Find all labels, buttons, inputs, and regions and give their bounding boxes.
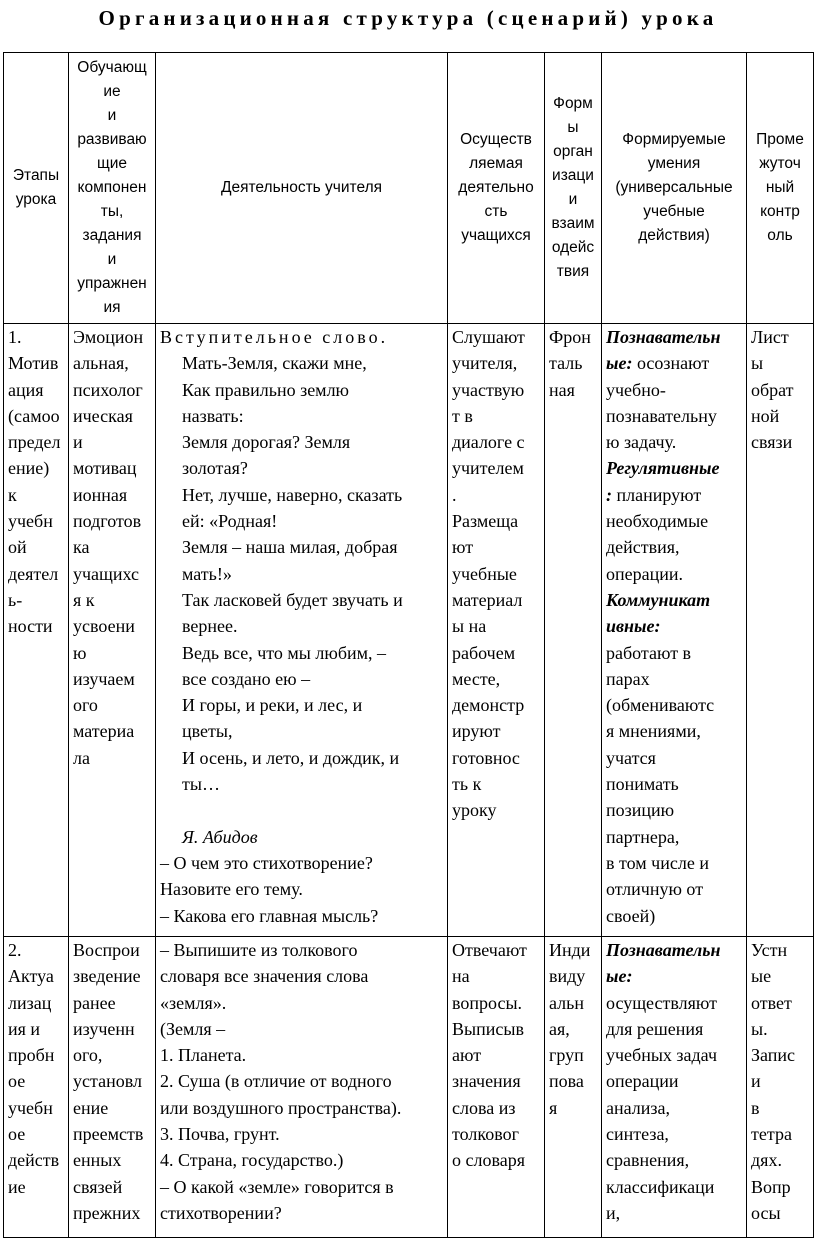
text-line: изученн [73,1018,135,1039]
text-line: Осуществ [460,131,532,148]
text-line: ые [751,966,772,987]
skill-text: ю задачу. [606,432,677,453]
text-line: Земля дорогая? Земля [182,432,351,453]
skills-line [606,771,742,797]
text-line: умения [647,155,701,172]
text-line: пробн [8,1045,55,1066]
text-line: Лист [751,327,789,347]
text-line: ого, [73,1045,103,1066]
text-line: к [8,484,17,505]
header-components [69,53,156,324]
text-line: ическая [73,405,133,426]
text-line: компонен [77,179,147,196]
text-line: учебн [8,511,53,532]
text-line: ответ [751,992,792,1013]
skills-line [606,1174,742,1200]
teacher-cell [156,324,448,937]
skill-text: необходимые [606,511,709,532]
text-line: ю [73,642,87,663]
text-line: взаим [551,215,595,232]
text-line: Мать-Земля, скажи мне, [182,353,367,374]
text-line: вернее. [182,616,238,637]
skill-text: осуществляют [606,992,717,1013]
text-line: альн [549,992,584,1013]
skill-text: классификаци [606,1176,715,1197]
poem [160,350,443,797]
skills-line [606,1095,742,1121]
skill-text: операции [606,1071,679,1092]
text-line: материал [452,589,523,610]
text-line: Выписыв [452,1018,524,1039]
text-line: стихотворении? [160,1202,282,1223]
skills-line [606,692,742,718]
text-line: . [452,484,457,505]
text-line: изучаем [73,668,135,689]
text-line: Актуа [8,966,54,987]
skills-line [606,876,742,902]
skills-line [606,963,742,989]
skills-line [606,1147,742,1173]
skill-text: понимать [606,774,679,795]
text-line: урока [15,191,57,208]
components-cell [69,324,156,937]
skill-text: учебно- [606,379,666,400]
text-line: одейс [551,239,595,256]
skills-line [606,613,742,639]
text-line: преемств [73,1124,144,1145]
skill-text: познавательну [606,405,717,426]
text-line: ы [567,119,579,136]
table-row [4,937,814,1238]
text-line: я к [73,589,95,610]
text-line: сть [484,203,508,220]
text-line: Отвечают [452,940,527,960]
stage-cell [4,324,69,937]
skill-text: в том числе и [606,852,709,873]
text-line: задания [82,227,142,244]
text-line: жуточ [759,155,801,172]
skill-text: для решения [606,1018,704,1039]
skills-line [606,990,742,1016]
skill-text: синтеза, [606,1124,669,1145]
skill-text: осознают [632,353,710,374]
text-line: ный [765,179,795,196]
text-line: деятел [8,563,59,584]
text-line: связи [751,432,793,453]
skill-text: планируют [612,484,702,505]
header-control [747,53,814,324]
text-line: Форм [553,95,593,112]
text-line: уроку [452,800,497,821]
skill-category: Познавательн [606,940,721,960]
text-line: психолог [73,379,143,400]
text-line: ют [452,537,474,558]
skills-line [606,718,742,744]
text-line: Как правильно землю [182,379,350,400]
skill-text: анализа, [606,1097,670,1118]
text-line: изаци [552,167,594,184]
text-line: дях. [751,1150,782,1171]
skill-text: позицию [606,800,675,821]
text-line: участвую [452,379,525,400]
text-line: и [568,191,578,208]
text-line: и [73,432,83,453]
text-line: (самоо [8,405,60,426]
text-line: связей [73,1176,123,1197]
text-line: ляемая [469,155,523,172]
skills-line [606,377,742,403]
text-line: – Какова его главная мысль? [160,905,379,926]
skills-cell [602,937,747,1238]
text-line: назвать: [182,405,244,426]
text-line: осы [751,1202,781,1223]
text-line: 2. [8,940,22,960]
text-line: 2. Суша (в отличие от водного [160,1071,392,1092]
skills-line [606,455,742,481]
text-line: орган [553,143,593,160]
text-line: материа [73,721,135,742]
text-line: 4. Страна, государство.) [160,1150,344,1171]
text-line: ь- [8,589,23,610]
skills-line [606,1121,742,1147]
text-line: «земля». [160,992,227,1013]
skills-line [606,324,742,350]
text-line: учебные [452,563,517,584]
skills-line [606,1200,742,1226]
text-line: ая, [549,1018,570,1039]
skill-category: ивные: [606,616,661,637]
text-line: Эмоцион [73,327,144,347]
text-line: или воздушного пространства). [160,1097,402,1118]
skills-line [606,850,742,876]
text-line: ие [8,1176,26,1197]
skills-line [606,561,742,587]
skills-cell [602,324,747,937]
text-line: ы. [751,1018,768,1039]
text-line: ируют [452,721,501,742]
text-line: ение [73,1097,109,1118]
text-line: альная, [73,353,129,374]
text-line: ионная [73,484,128,505]
text-line: предел [8,432,61,453]
text-line: – О какой «земле» говорится в [160,1176,394,1197]
text-line: Инди [549,940,591,960]
text-line: ают [452,1045,482,1066]
stage-cell [4,937,69,1238]
intro-heading: Вступительное слово. [160,327,389,347]
skills-line [606,482,742,508]
text-line: и [107,107,117,124]
text-line: ла [73,747,90,768]
header-row [4,53,814,324]
text-line: ты, [100,203,124,220]
text-line: ка [73,537,90,558]
text-line: контр [760,203,800,220]
text-line: оль [767,227,793,244]
text-line: деятельно [458,179,534,196]
text-line: ть к [452,774,482,795]
skills-line [606,640,742,666]
text-line: слова из [452,1097,516,1118]
skills-line [606,797,742,823]
text-line: Устн [751,940,788,960]
text-line: щие [96,155,128,172]
text-line: месте, [452,668,501,689]
skill-category: Регулятивные [606,458,720,479]
text-line: учащихся [461,227,531,244]
skill-category: ые: [606,966,633,987]
skills-line [606,429,742,455]
skill-text: парах [606,668,650,689]
text-line: Деятельность учителя [220,179,383,196]
blank-line [160,797,443,823]
text-line: ная [549,379,575,400]
text-line: обрат [751,379,794,400]
text-line: (Земля – [160,1018,226,1039]
text-line: золотая? [182,458,248,479]
text-line: толковог [452,1124,519,1145]
text-line: действ [8,1150,60,1171]
skill-category: Познавательн [606,327,721,347]
text-line: цветы, [182,721,233,742]
text-line: ое [8,1071,26,1092]
text-line: ей: «Родная! [182,511,278,532]
skills-line [606,508,742,534]
skills-line [606,903,742,929]
text-line: енных [73,1150,122,1171]
text-line: ты… [182,774,220,795]
text-line: ия и [8,1018,41,1039]
text-line: ого [73,695,98,716]
lesson-structure-table [3,52,814,1238]
text-line: Так ласковей будет звучать и [182,589,403,610]
text-line: виду [549,966,586,987]
text-line: Ведь все, что мы любим, – [182,642,386,663]
skill-text: учатся [606,747,656,768]
text-line: Обучающ [77,59,147,76]
text-line: учебн [8,1097,53,1118]
header-forms [545,53,602,324]
skill-text: я мнениями, [606,721,701,742]
text-line: Мотив [8,353,59,374]
text-line: ое [8,1124,26,1145]
skill-label: : [606,484,612,505]
text-line: 3. Почва, грунт. [160,1124,280,1145]
skill-text: работают в [606,642,692,663]
teacher-questions [160,850,443,929]
teacher-cell [156,937,448,1238]
text-line: груп [549,1045,584,1066]
skills-line [606,587,742,613]
text-line: зведение [73,966,141,987]
skill-text: учебных задач [606,1045,718,1066]
text-line: и [107,251,117,268]
text-line: и [751,1071,761,1092]
text-line: Вопр [751,1176,791,1197]
skills-line [606,1042,742,1068]
text-line: установл [73,1071,142,1092]
control-cell [747,324,814,937]
poem-author: Я. Абидов [182,826,258,847]
document-title: Организационная структура (сценарий) урока [98,6,718,30]
skill-text: и, [606,1202,621,1223]
skill-text: действия, [606,537,680,558]
text-line: лизац [8,992,52,1013]
text-line: ация [8,379,44,400]
text-line: ности [8,616,53,637]
text-line: 1. [8,327,22,347]
text-line: ие [103,83,121,100]
students-cell [448,937,545,1238]
text-line: ение) [8,458,50,479]
text-line: демонстр [452,695,525,716]
text-line: подготов [73,511,142,532]
header-teacher [156,53,448,324]
text-line: ы на [452,616,487,637]
forms-cell [545,324,602,937]
text-line: диалоге с [452,432,525,453]
text-line: Назовите его тему. [160,879,303,900]
table-row [4,324,814,937]
skills-line [606,403,742,429]
text-line: Этапы [12,167,60,184]
students-cell [448,324,545,937]
text-line: готовнос [452,747,520,768]
text-line: Проме [756,131,804,148]
text-line: тетра [751,1124,792,1145]
text-line: развиваю [77,131,147,148]
text-line: ой [8,537,27,558]
text-line: Фрон [549,327,591,347]
text-line: Нет, лучше, наверно, сказать [182,484,403,505]
components-cell [69,937,156,1238]
text-line: на [452,966,470,987]
text-line: ия [103,299,121,316]
text-line: ранее [73,992,116,1013]
text-line: Слушают [452,327,525,347]
skill-text: сравнения, [606,1150,690,1171]
header-skills [602,53,747,324]
text-line: И осень, и лето, и дождик, и [182,747,400,768]
text-line: рабочем [452,642,516,663]
text-line: мать!» [182,563,232,584]
text-line: Размеща [452,511,519,532]
skills-line [606,534,742,560]
text-line: (универсальные [615,179,733,196]
text-line: мотивац [73,458,137,479]
skills-line [606,350,742,376]
text-line: словаря все значения слова [160,966,369,987]
text-line: Земля – наша милая, добрая [182,537,398,558]
text-line: о словаря [452,1150,526,1171]
text-line: учащихс [73,563,140,584]
text-line: действия) [638,227,710,244]
text-line: Воспрои [73,940,140,960]
text-line: упражнен [77,275,147,292]
skills-line [606,745,742,771]
text-line: учителем [452,458,524,479]
text-line: вопросы. [452,992,523,1013]
header-stages [4,53,69,324]
header-students [448,53,545,324]
text-line: – Выпишите из толкового [160,940,358,960]
skill-text: отличную от [606,879,704,900]
text-line: 1. Планета. [160,1045,247,1066]
skills-line [606,824,742,850]
text-line: таль [549,353,583,374]
text-line: – О чем это стихотворение? [160,852,373,873]
skills-line [606,1016,742,1042]
text-line: значения [452,1071,521,1092]
text-line: все создано ею – [182,668,311,689]
text-line: И горы, и реки, и лес, и [182,695,363,716]
text-line: учителя, [452,353,518,374]
text-line: Запис [751,1045,796,1066]
text-line: прежних [73,1202,141,1223]
skill-category: Коммуникат [606,589,711,610]
forms-cell [545,937,602,1238]
text-line: учебные [643,203,705,220]
text-line: усвоени [73,616,135,637]
text-line: ной [751,405,780,426]
control-cell [747,937,814,1238]
skill-label: ые: [606,353,633,374]
skills-line [606,937,742,963]
skills-line [606,1068,742,1094]
text-line: в [751,1097,760,1118]
text-line: Формируемые [622,131,726,148]
skill-text: своей) [606,905,656,926]
skills-line [606,666,742,692]
skill-text: операции. [606,563,684,584]
text-line: твия [556,263,590,280]
text-line: я [549,1097,558,1118]
text-line: пова [549,1071,584,1092]
text-line: ы [751,353,764,374]
skill-text: (обмениваютс [606,695,715,716]
skill-text: партнера, [606,826,680,847]
text-line: т в [452,405,473,426]
